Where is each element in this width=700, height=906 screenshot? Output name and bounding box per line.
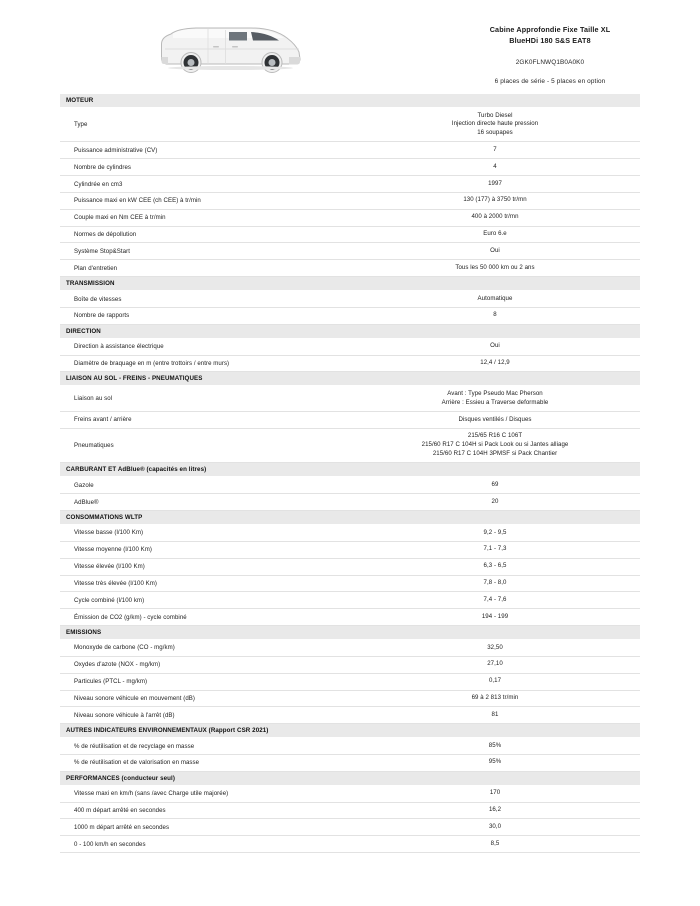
vehicle-image	[30, 14, 430, 80]
section-header-row	[60, 324, 640, 338]
spec-value-line: Automatique	[477, 294, 513, 302]
section-title: EMISSIONS	[60, 626, 640, 640]
spec-value	[350, 592, 640, 609]
table-row	[60, 412, 640, 429]
spec-label: Puissance administrative (CV)	[60, 142, 350, 159]
table-row	[60, 640, 640, 657]
spec-value	[350, 176, 640, 193]
spec-label: 0 - 100 km/h en secondes	[60, 836, 350, 853]
spec-label: % de réutilisation et de valorisation en masse	[60, 754, 350, 771]
spec-value-line: 7,1 - 7,3	[483, 545, 507, 553]
table-row	[60, 260, 640, 277]
spec-label: Plan d'entretien	[60, 260, 350, 277]
spec-value	[350, 575, 640, 592]
table-row	[60, 307, 640, 324]
table-row	[60, 609, 640, 626]
spec-value	[350, 192, 640, 209]
spec-value	[350, 338, 640, 355]
spec-value-line: 81	[491, 710, 499, 718]
spec-value-line: 95%	[488, 758, 502, 766]
spec-value	[350, 243, 640, 260]
document-header	[0, 0, 700, 86]
section-header-row	[60, 94, 640, 108]
spec-value-line: 8,5	[490, 839, 500, 847]
spec-value	[350, 355, 640, 372]
spec-value	[350, 558, 640, 575]
model-title-line1: Cabine Approfondie Fixe Taille XL	[489, 25, 611, 34]
table-row	[60, 656, 640, 673]
van-side-view-icon	[153, 18, 308, 80]
spec-value	[350, 307, 640, 324]
table-row	[60, 802, 640, 819]
spec-value	[350, 428, 640, 462]
spec-label: Boîte de vitesses	[60, 291, 350, 308]
spec-value-line: Injection directe haute pression	[451, 120, 539, 128]
spec-label: Cycle combiné (l/100 km)	[60, 592, 350, 609]
spec-value	[350, 656, 640, 673]
table-row	[60, 785, 640, 802]
table-row	[60, 142, 640, 159]
spec-label: Normes de dépollution	[60, 226, 350, 243]
table-row	[60, 819, 640, 836]
table-row	[60, 209, 640, 226]
spec-value-line: 4	[493, 162, 497, 170]
spec-value-line: 30,0	[488, 822, 502, 830]
section-header-row	[60, 626, 640, 640]
spec-label: Vitesse élevée (l/100 Km)	[60, 558, 350, 575]
spec-label: Liaison au sol	[60, 386, 350, 412]
table-row	[60, 176, 640, 193]
spec-label: Niveau sonore véhicule en mouvement (dB)	[60, 690, 350, 707]
spec-label: Oxydes d'azote (NOX - mg/km)	[60, 656, 350, 673]
table-row	[60, 477, 640, 494]
spec-value	[350, 412, 640, 429]
table-row	[60, 386, 640, 412]
spec-value-line: Euro 6.e	[483, 230, 507, 238]
section-title: DIRECTION	[60, 324, 640, 338]
spec-value	[350, 525, 640, 542]
section-title: CARBURANT ET AdBlue® (capacités en litres)	[60, 463, 640, 477]
table-row	[60, 575, 640, 592]
section-title: TRANSMISSION	[60, 277, 640, 291]
section-title: PERFORMANCES (conducteur seul)	[60, 771, 640, 785]
spec-value-line: 85%	[488, 741, 502, 749]
section-title: LIAISON AU SOL - FREINS - PNEUMATIQUES	[60, 372, 640, 386]
spec-label: Émission de CO2 (g/km) - cycle combiné	[60, 609, 350, 626]
spec-value-line: 20	[491, 497, 499, 505]
model-title-line2: BlueHDi 180 S&S EAT8	[509, 36, 591, 46]
spec-value	[350, 690, 640, 707]
table-row	[60, 291, 640, 308]
table-row	[60, 754, 640, 771]
table-row	[60, 592, 640, 609]
spec-label: Type	[60, 108, 350, 142]
spec-value	[350, 142, 640, 159]
spec-value	[350, 477, 640, 494]
spec-label: Puissance maxi en kW CEE (ch CEE) à tr/min	[60, 192, 350, 209]
specifications-table	[60, 94, 640, 853]
spec-label: Vitesse maxi en km/h (sans /avec Charge utile majorée)	[60, 785, 350, 802]
spec-label: % de réutilisation et de recyclage en masse	[60, 738, 350, 755]
spec-value	[350, 707, 640, 724]
spec-value-line: 1997	[488, 179, 502, 187]
table-row	[60, 690, 640, 707]
spec-label: Couple maxi en Nm CEE à tr/min	[60, 209, 350, 226]
spec-value	[350, 609, 640, 626]
spec-label: Niveau sonore véhicule à l'arrêt (dB)	[60, 707, 350, 724]
spec-value	[350, 291, 640, 308]
section-title: MOTEUR	[60, 94, 640, 108]
spec-value	[350, 386, 640, 412]
table-row	[60, 243, 640, 260]
spec-label: Pneumatiques	[60, 428, 350, 462]
spec-label: Particules (PTCL - mg/km)	[60, 673, 350, 690]
spec-value-line: 215/65 R16 C 106T	[467, 432, 523, 440]
spec-label: Freins avant / arrière	[60, 412, 350, 429]
table-row	[60, 355, 640, 372]
spec-value-line: 16 soupapes	[477, 129, 513, 137]
spec-value	[350, 159, 640, 176]
spec-value	[350, 226, 640, 243]
spec-value-line: 12,4 / 12,9	[480, 359, 510, 367]
spec-value-line: 0,17	[488, 677, 502, 685]
table-row	[60, 541, 640, 558]
spec-label: Monoxyde de carbone (CO - mg/km)	[60, 640, 350, 657]
spec-value-line: 9,2 - 9,5	[483, 528, 507, 536]
spec-value-line: Oui	[490, 342, 500, 350]
spec-value	[350, 785, 640, 802]
table-row	[60, 494, 640, 511]
spec-value-line: Arrière : Essieu a Traverse deformable	[441, 398, 549, 406]
spec-value-line: Turbo Diesel	[477, 111, 513, 119]
spec-label: Vitesse très élevée (l/100 Km)	[60, 575, 350, 592]
table-row	[60, 192, 640, 209]
spec-value-line: Disques ventilés / Disques	[458, 415, 532, 423]
spec-value-line: 7,8 - 8,0	[483, 579, 507, 587]
section-header-row	[60, 511, 640, 525]
table-row	[60, 836, 640, 853]
spec-value	[350, 802, 640, 819]
section-header-row	[60, 372, 640, 386]
spec-value	[350, 640, 640, 657]
table-row	[60, 108, 640, 142]
spec-label: Système Stop&Start	[60, 243, 350, 260]
spec-label: Nombre de cylindres	[60, 159, 350, 176]
section-header-row	[60, 463, 640, 477]
spec-label: Nombre de rapports	[60, 307, 350, 324]
spec-value-line: 170	[489, 789, 501, 797]
spec-value	[350, 836, 640, 853]
spec-value	[350, 673, 640, 690]
spec-value	[350, 738, 640, 755]
spec-value-line: 8	[493, 311, 497, 319]
spec-value-line: Avant : Type Pseudo Mac Pherson	[447, 389, 543, 397]
model-info	[430, 14, 670, 85]
section-title: AUTRES INDICATEURS ENVIRONNEMENTAUX (Rapport CSR 2021)	[60, 724, 640, 738]
spec-label: Gazole	[60, 477, 350, 494]
spec-value-line: 7,4 - 7,6	[483, 595, 507, 603]
spec-value-line: 130 (177) à 3750 tr/mn	[463, 196, 527, 204]
spec-value-line: 215/60 R17 C 104H si Pack Look ou si Jantes alliage	[421, 441, 569, 449]
table-row	[60, 707, 640, 724]
table-row	[60, 159, 640, 176]
table-row	[60, 558, 640, 575]
spec-value	[350, 494, 640, 511]
spec-value-line: 16,2	[488, 806, 502, 814]
spec-label: Vitesse moyenne (l/100 Km)	[60, 541, 350, 558]
spec-label: Vitesse basse (l/100 Km)	[60, 525, 350, 542]
spec-label: AdBlue®	[60, 494, 350, 511]
specifications-body	[60, 94, 640, 853]
spec-value-line: 6,3 - 6,5	[483, 562, 507, 570]
spec-value-line: 27,10	[487, 660, 503, 668]
section-header-row	[60, 771, 640, 785]
table-row	[60, 738, 640, 755]
spec-label: Diamètre de braquage en m (entre trottoirs / entre murs)	[60, 355, 350, 372]
model-code: 2GK0FLNWQ1B0A0K0	[515, 59, 585, 67]
spec-label: 1000 m départ arrêté en secondes	[60, 819, 350, 836]
spec-value	[350, 209, 640, 226]
spec-value	[350, 754, 640, 771]
spec-value-line: Oui	[490, 246, 500, 254]
spec-value-line: 69 à 2 813 tr/min	[471, 694, 519, 701]
spec-label: 400 m départ arrêté en secondes	[60, 802, 350, 819]
spec-value	[350, 108, 640, 142]
spec-value-line: 32,50	[487, 643, 503, 651]
section-title: CONSOMMATIONS WLTP	[60, 511, 640, 525]
table-row	[60, 673, 640, 690]
spec-value-line: Tous les 50 000 km ou 2 ans	[455, 263, 535, 271]
section-header-row	[60, 724, 640, 738]
table-row	[60, 428, 640, 462]
table-row	[60, 226, 640, 243]
spec-value-line: 69	[491, 480, 499, 488]
spec-value	[350, 260, 640, 277]
table-row	[60, 338, 640, 355]
spec-value	[350, 819, 640, 836]
spec-label: Cylindrée en cm3	[60, 176, 350, 193]
model-title	[430, 24, 670, 46]
spec-label: Direction à assistance électrique	[60, 338, 350, 355]
table-row	[60, 525, 640, 542]
spec-value-line: 194 - 199	[481, 612, 509, 620]
spec-value-line: 215/60 R17 C 104H 3PMSF si Pack Chantier	[432, 450, 558, 458]
spec-value-line: 400 à 2000 tr/mn	[471, 213, 519, 221]
spec-value	[350, 541, 640, 558]
spec-value-line: 7	[493, 145, 497, 153]
section-header-row	[60, 277, 640, 291]
seats-info: 6 places de série - 5 places en option	[494, 78, 606, 86]
